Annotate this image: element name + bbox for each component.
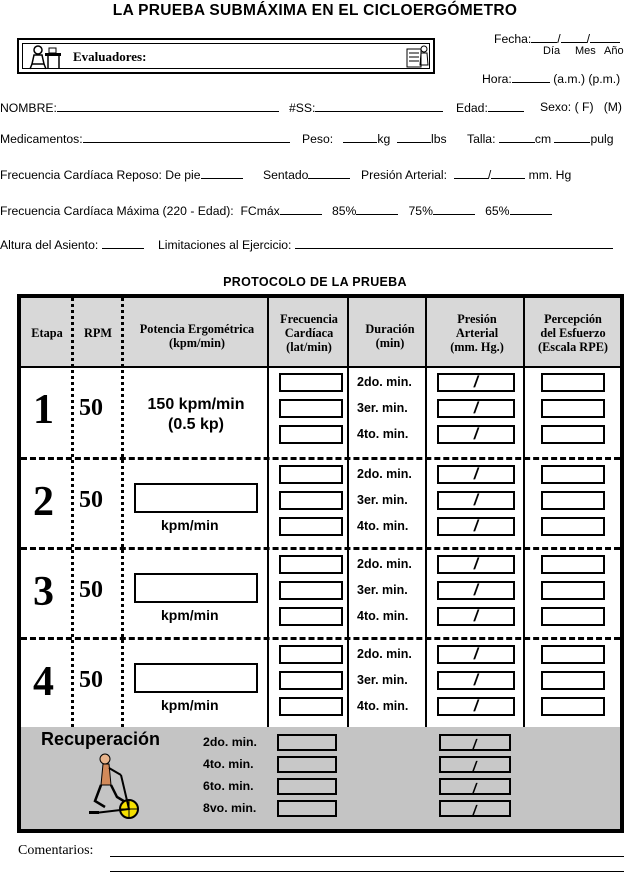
recovery-duration-label: 6to. min.	[203, 779, 254, 793]
duration-label: 2do. min.	[357, 375, 412, 389]
stage-load-unit: kpm/min	[161, 607, 219, 623]
slash-separator: /	[471, 780, 479, 796]
recovery-duration-label: 4to. min.	[203, 757, 254, 771]
talla-label: Talla:	[467, 132, 496, 146]
slash-separator: /	[472, 608, 480, 625]
altura-label: Altura del Asiento:	[0, 238, 99, 252]
recovery-duration-label: 2do. min.	[203, 735, 257, 749]
slash-separator: /	[472, 400, 480, 417]
edad-label: Edad:	[456, 101, 488, 115]
limitaciones-field[interactable]	[158, 237, 613, 252]
recovery-blood-pressure-input[interactable]	[439, 778, 511, 795]
blood-pressure-input[interactable]	[437, 465, 515, 484]
pulg-unit: pulg	[590, 132, 614, 146]
comments-label: Comentarios:	[18, 843, 94, 858]
presion-arterial-field[interactable]: Presión Arterial: / mm. Hg	[361, 168, 572, 182]
ss-label: #SS:	[289, 101, 316, 115]
evaluator-desk-icon	[29, 44, 63, 70]
recovery-heart-rate-input[interactable]	[277, 756, 337, 773]
blood-pressure-input[interactable]	[437, 607, 515, 626]
header-potencia-line1: Potencia Ergométrica	[139, 322, 255, 336]
duration-label: 2do. min.	[357, 647, 412, 661]
fc-reposo-label: Frecuencia Cardíaca Reposo: De pie	[0, 168, 201, 182]
fc-max-label: Frecuencia Cardíaca Máxima (220 - Edad):	[0, 204, 234, 218]
rpe-input[interactable]	[541, 555, 605, 574]
duration-label: 4to. min.	[357, 699, 409, 713]
header-fc	[271, 312, 347, 354]
duration-label: 3er. min.	[357, 493, 408, 507]
notes-clipart-icon	[403, 43, 431, 71]
stage-load-input[interactable]	[134, 663, 258, 693]
heart-rate-input[interactable]	[279, 399, 343, 418]
rpe-input[interactable]	[541, 373, 605, 392]
stage-load	[125, 395, 267, 435]
blood-pressure-input[interactable]	[437, 491, 515, 510]
limitaciones-label: Limitaciones al Ejercicio:	[158, 238, 292, 252]
header-duracion	[351, 322, 429, 350]
fecha-label: Fecha:	[494, 32, 532, 46]
sentado-field[interactable]	[263, 167, 350, 182]
header-presion-line3: (mm. Hg.)	[450, 340, 504, 354]
sexo-m-option[interactable]: (M)	[603, 100, 622, 114]
slash-separator: /	[472, 374, 480, 391]
header-etapa: Etapa	[31, 326, 63, 340]
ss-field[interactable]	[289, 100, 443, 115]
cyclist-icon	[81, 751, 145, 823]
kg-unit: kg	[377, 132, 391, 146]
header-duracion-line2: (min)	[375, 336, 405, 350]
peso-label: Peso:	[302, 132, 334, 146]
heart-rate-input[interactable]	[279, 517, 343, 536]
heart-rate-input[interactable]	[279, 645, 343, 664]
heart-rate-input[interactable]	[279, 465, 343, 484]
rpe-input[interactable]	[541, 465, 605, 484]
slash-separator: /	[472, 426, 480, 443]
blood-pressure-input[interactable]	[437, 671, 515, 690]
mmhg-unit: mm. Hg	[528, 168, 572, 182]
stage-number: 3	[33, 569, 54, 615]
stage-load-unit: kpm/min	[161, 697, 219, 713]
duration-label: 4to. min.	[357, 609, 409, 623]
stage-load-unit: kpm/min	[161, 517, 219, 533]
p65-label: 65%	[485, 204, 510, 218]
page-title: LA PRUEBA SUBMÁXIMA EN EL CICLOERGÓMETRO	[112, 2, 518, 19]
header-duracion-line1: Duración	[365, 322, 415, 336]
duration-label: 2do. min.	[357, 467, 412, 481]
stage-rpm: 50	[79, 395, 103, 421]
blood-pressure-input[interactable]	[437, 581, 515, 600]
nombre-field[interactable]	[0, 100, 279, 115]
blood-pressure-input[interactable]	[437, 399, 515, 418]
slash-separator: /	[472, 646, 480, 663]
edad-field[interactable]	[456, 100, 524, 115]
medicamentos-label: Medicamentos:	[0, 132, 83, 146]
fecha-field[interactable]: Fecha: / /	[494, 31, 620, 46]
slash-separator: /	[471, 736, 479, 752]
slash-separator: /	[472, 556, 480, 573]
header-presion	[429, 312, 525, 354]
rpe-input[interactable]	[541, 491, 605, 510]
blood-pressure-input[interactable]	[437, 697, 515, 716]
slash-separator: /	[472, 492, 480, 509]
stage-load-input[interactable]	[134, 573, 258, 603]
recovery-duration-label: 8vo. min.	[203, 801, 257, 815]
altura-field[interactable]	[0, 237, 144, 252]
header-presion-line1: Presión	[457, 312, 497, 326]
blood-pressure-input[interactable]	[437, 555, 515, 574]
rpe-input[interactable]	[541, 697, 605, 716]
hora-pm: (p.m.)	[588, 72, 621, 86]
fecha-mes: Mes	[575, 45, 596, 57]
lbs-unit: lbs	[431, 132, 447, 146]
slash-separator: /	[471, 758, 479, 774]
heart-rate-input[interactable]	[279, 425, 343, 444]
rpe-input[interactable]	[541, 607, 605, 626]
recovery-blood-pressure-input[interactable]	[439, 800, 511, 817]
blood-pressure-input[interactable]	[437, 425, 515, 444]
blood-pressure-input[interactable]	[437, 645, 515, 664]
fc-max-field[interactable]	[0, 203, 552, 218]
hora-am: (a.m.)	[553, 72, 586, 86]
header-rpe	[525, 312, 621, 354]
medicamentos-field[interactable]	[0, 131, 290, 146]
heart-rate-input[interactable]	[279, 491, 343, 510]
rpe-input[interactable]	[541, 645, 605, 664]
sentado-label: Sentado	[263, 168, 309, 182]
header-potencia-line2: (kpm/min)	[168, 336, 226, 350]
stage-number: 4	[33, 659, 54, 705]
duration-label: 3er. min.	[357, 401, 408, 415]
duration-label: 4to. min.	[357, 519, 409, 533]
evaluators-label: Evaluadores:	[73, 49, 147, 64]
talla-field[interactable]	[467, 131, 614, 146]
recovery-blood-pressure-input[interactable]	[439, 756, 511, 773]
heart-rate-input[interactable]	[279, 607, 343, 626]
rpe-input[interactable]	[541, 399, 605, 418]
stage-load-value: 150 kpm/min	[147, 396, 245, 413]
peso-field[interactable]	[302, 131, 447, 146]
duration-label: 3er. min.	[357, 673, 408, 687]
header-fc-line3: (lat/min)	[286, 340, 332, 354]
fcmax-label: FCmáx	[240, 204, 280, 218]
header-rpe-line1: Percepción	[544, 312, 602, 326]
header-presion-line2: Arterial	[455, 326, 499, 340]
hora-field[interactable]	[482, 71, 620, 86]
slash-separator: /	[472, 582, 480, 599]
rpe-input[interactable]	[541, 517, 605, 536]
stage-rpm: 50	[79, 487, 103, 513]
rpe-input[interactable]	[541, 425, 605, 444]
protocol-title: PROTOCOLO DE LA PRUEBA	[223, 275, 407, 289]
fecha-anio: Año	[604, 45, 624, 57]
heart-rate-input[interactable]	[279, 373, 343, 392]
rpe-input[interactable]	[541, 581, 605, 600]
slash-separator: /	[472, 466, 480, 483]
heart-rate-input[interactable]	[279, 697, 343, 716]
blood-pressure-input[interactable]	[437, 517, 515, 536]
presion-label: Presión Arterial:	[361, 168, 448, 182]
stage-number: 1	[33, 387, 54, 433]
comments-line-1[interactable]	[110, 856, 624, 857]
hora-label: Hora:	[482, 72, 512, 86]
fecha-dia: Día	[543, 45, 561, 57]
p75-label: 75%	[408, 204, 433, 218]
blood-pressure-input[interactable]	[437, 373, 515, 392]
sexo-field[interactable]	[540, 100, 622, 114]
p85-label: 85%	[331, 204, 357, 218]
slash-separator: /	[472, 698, 480, 715]
stage-rpm: 50	[79, 667, 103, 693]
slash-separator: /	[471, 802, 479, 818]
header-rpe-line2: del Esfuerzo	[540, 326, 606, 340]
nombre-label: NOMBRE:	[0, 101, 57, 115]
recovery-blood-pressure-input[interactable]	[439, 734, 511, 751]
stage-number: 2	[33, 479, 54, 525]
comments-line-2[interactable]	[110, 871, 624, 872]
heart-rate-input[interactable]	[279, 581, 343, 600]
duration-label: 4to. min.	[357, 427, 409, 441]
slash-separator: /	[472, 672, 480, 689]
cm-unit: cm	[534, 132, 552, 146]
header-fc-line1: Frecuencia	[280, 312, 338, 326]
recovery-heart-rate-input[interactable]	[277, 778, 337, 795]
sexo-f-option[interactable]: ( F)	[574, 100, 594, 114]
sexo-label: Sexo:	[540, 100, 572, 114]
slash-separator: /	[472, 518, 480, 535]
stage-load-input[interactable]	[134, 483, 258, 513]
evaluators-box	[17, 38, 435, 74]
stage-rpm: 50	[79, 577, 103, 603]
rpe-input[interactable]	[541, 671, 605, 690]
fc-reposo-field[interactable]	[0, 167, 243, 182]
recovery-heart-rate-input[interactable]	[277, 800, 337, 817]
header-fc-line2: Cardíaca	[284, 326, 334, 340]
heart-rate-input[interactable]	[279, 555, 343, 574]
header-rpe-line3: (Escala RPE)	[537, 340, 609, 354]
header-potencia	[125, 322, 269, 350]
protocol-table	[17, 294, 624, 833]
header-rpm: RPM	[84, 326, 112, 340]
stage-load-kp: (0.5 kp)	[167, 416, 224, 433]
heart-rate-input[interactable]	[279, 671, 343, 690]
duration-label: 2do. min.	[357, 557, 412, 571]
recovery-label: Recuperación	[41, 729, 161, 749]
duration-label: 3er. min.	[357, 583, 408, 597]
recovery-heart-rate-input[interactable]	[277, 734, 337, 751]
